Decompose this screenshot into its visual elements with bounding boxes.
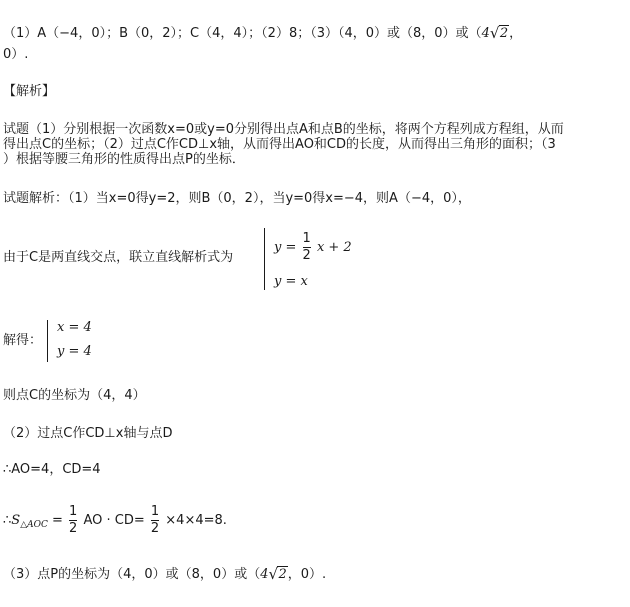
answer-line-1: （1）A（−4，0）；B（0，2）；C（4，4）；（2）8；（3）（4，0）或（8，0）或（4 √ 2， bbox=[3, 24, 523, 42]
part-3-sqrt: √ 2 bbox=[268, 565, 287, 583]
area-fraction-1: $\frac{1}{2}$ bbox=[69, 504, 78, 536]
answer-sqrt-coef: 4 bbox=[481, 26, 490, 41]
system-intro: 由于C是两直线交点，联立直线解析式为 bbox=[3, 250, 234, 265]
equation-1-fraction: $\frac{1}{2}$ bbox=[302, 231, 311, 263]
equation-2: y = x bbox=[274, 274, 308, 289]
area-formula: $\therefore S_{\triangle AOC}$ = $\frac{1}{2}$ AO · CD= $\frac{1}{2}$ ×4×4=8. bbox=[3, 504, 227, 536]
solution-x: x = 4 bbox=[57, 320, 92, 335]
analysis-p2: 得出点C的坐标；（2）过点C作CD⊥x轴，从而得出AO和CD的长度，从而得出三角形的面积；（3 bbox=[3, 137, 556, 152]
answer-line-2: 0）. bbox=[3, 47, 29, 62]
solve-label: 解得： bbox=[3, 333, 43, 348]
solution-y: y = 4 bbox=[57, 344, 92, 359]
area-fraction-2: $\frac{1}{2}$ bbox=[150, 504, 160, 536]
analysis-p3: ）根据等腰三角形的性质得出点P的坐标． bbox=[3, 152, 245, 167]
analysis-p1: 试题（1）分别根据一次函数x=0或y=0分别得出点A和点B的坐标，将两个方程列成方程组，从而 bbox=[3, 122, 564, 137]
point-c-line: 则点C的坐标为（4，4） bbox=[3, 388, 146, 403]
system-brace bbox=[264, 228, 269, 290]
answer-sqrt: √ 2 bbox=[489, 24, 509, 42]
answer-text: （1）A（−4，0）；B（0，2）；C（4，4）；（2）8；（3）（4，0）或（8，0）或（ bbox=[3, 26, 482, 41]
part-2-line: （2）过点C作CD⊥x轴与点D bbox=[3, 426, 173, 441]
equation-1: y = $\frac{1}{2}$ x + 2 bbox=[274, 231, 352, 263]
lengths-line: ∴AO=4，CD=4 bbox=[3, 462, 101, 477]
solution-brace bbox=[47, 320, 52, 362]
part-3-line: （3）点P的坐标为（4，0）或（8，0）或（4 √ 2，0）. bbox=[3, 565, 327, 583]
solution-intro: 试题解析：（1）当x=0得y=2，则B（0，2），当y=0得x=−4，则A（−4，0）， bbox=[3, 191, 471, 206]
analysis-header: 【解析】 bbox=[3, 84, 56, 99]
